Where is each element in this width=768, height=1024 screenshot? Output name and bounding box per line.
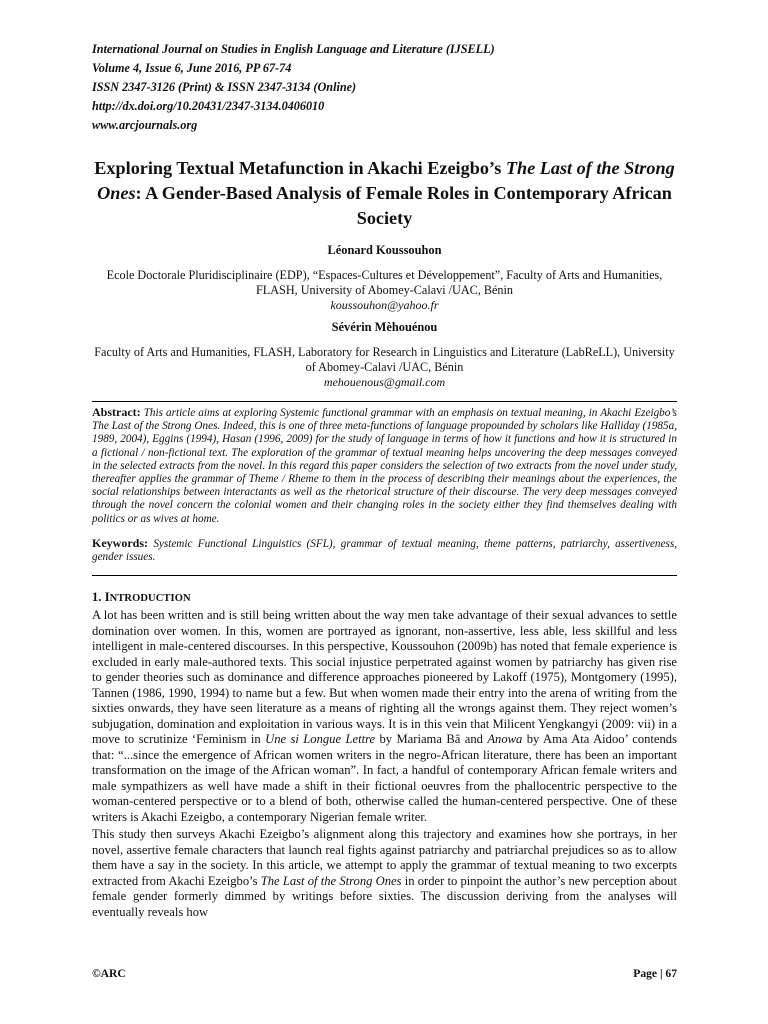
paragraph-1-italic-2: Anowa bbox=[487, 732, 523, 747]
paragraph-2-text-b: in order to pinpoint the author’s new perception about female gender formerly dimmed by writings before sixties. The discussion deriving from the analyses will eventually reveals how bbox=[92, 873, 677, 919]
paragraph-1-text-a: A lot has been written and is still being written about the way men take advantage of their sexual advances to settle domination over women. In this, women are portrayed as ignorant, non-assertive, less able, less skillful and less intelligent in male-centered discourses. In this perspective, Koussouhon (2009b) has noted that female experience is excluded in early male-authored texts. This social injustice perpetrated against women by patriarchy has given rise to gender theories such as dominance and difference approaches pioneered by Lakoff (1975), Montgomery (1995), Tannen (1986, 1990, 1994) to name but a few. But when women made their entry into the arena of writing from the sixties onwards, they have seen literature as a means of righting all the wrongs against them. They reject women’s subjugation, domination and exploitation in various ways. It is in this vein that Milicent Yengkangyi (2009: vii) in a move to scrutinize ‘Feminism in bbox=[92, 608, 677, 747]
paragraph-2-italic-1: The Last of the Strong Ones bbox=[260, 873, 402, 888]
title-part-1: Exploring Textual Metafunction in Akachi Ezeigbo’s bbox=[94, 158, 506, 178]
author-name-2: Sévérin Mèhouénou bbox=[331, 320, 438, 334]
footer-copyright: ©ARC bbox=[92, 967, 126, 980]
keywords-label: Keywords: bbox=[92, 535, 148, 550]
section-heading bbox=[92, 590, 677, 605]
section-number: 1. bbox=[92, 590, 102, 605]
section-first-letter: I bbox=[104, 590, 110, 605]
journal-issn: ISSN 2347-3126 (Print) & ISSN 2347-3134 (Online) bbox=[92, 80, 357, 94]
abstract-text: This article aims at exploring Systemic functional grammar with an emphasis on textual meaning, in Akachi Ezeigbo’s The Last of the Strong Ones. Indeed, this is one of three meta-functions of language propounded by scholars like Halliday (1985a, 1989, 2004), Eggins (1994), Hasan (1996, 2009) for the study of language in terms of how it functions and how it is structured in a fictional / non-fictional text. The exploration of the grammar of textual meaning helps uncovering the deep messages conveyed in the selected extracts from the novel. In this regard this paper considers the selection of two extracts from the novel under study, thereafter applies the grammar of Theme / Rheme to them in the process of describing their meanings about the experiences, the social relationships between interactants as well as the rhetorical structure of their discourse. The very deep messages conveyed through the novel concern the colonial women and their changing roles in the society either they find themselves dealing with politics or as wives at home. bbox=[92, 407, 677, 525]
journal-website: www.arcjournals.org bbox=[92, 118, 198, 132]
article-title bbox=[92, 156, 677, 231]
paragraph-2-text-a: This study then surveys Akachi Ezeigbo’s alignment along this trajectory and examines how she portrays, in her novel, assertive female characters that launch real fights against patriarchy and patriarchal prejudices so as to allow them have a say in the society. In this article, we attempt to apply the grammar of textual meaning to two excerpts extracted from Akachi Ezeigbo’s bbox=[92, 827, 677, 888]
journal-header bbox=[92, 40, 677, 135]
title-part-2: : A Gender-Based Analysis of Female Roles in Contemporary African Society bbox=[135, 183, 672, 228]
keywords bbox=[92, 537, 677, 564]
footer-page-number: Page | 67 bbox=[633, 967, 677, 980]
body-paragraph-1 bbox=[92, 608, 677, 825]
keywords-text: Systemic Functional Linguistics (SFL), grammar of textual meaning, theme patterns, patriarchy, assertiveness, gender issues. bbox=[92, 537, 677, 564]
paragraph-1-text-b: by Mariama Bâ and bbox=[375, 732, 488, 747]
divider-bottom bbox=[92, 575, 677, 576]
author-affiliation-1: Ecole Doctorale Pluridisciplinaire (EDP), “Espaces-Cultures et Développement”, Faculty of Arts and Humanities, FLASH, University of Abomey-Calavi /UAC, Bénin bbox=[106, 268, 663, 297]
paragraph-1-italic-1: Une si Longue Lettre bbox=[265, 732, 376, 747]
title-italic-novel: The Last of the Strong Ones bbox=[97, 158, 675, 203]
article-page bbox=[92, 40, 677, 920]
section-rest: NTRODUCTION bbox=[109, 593, 191, 605]
paragraph-1-text-c: by Ama Ata Aidoo’ contends that: “...since the emergence of African women writers in the negro-African literature, there has been an important transformation on the image of the African woman”. In fact, a handful of contemporary African female writers and male sympathizers as well have made a shift in their fictional oeuvres from the phallocentric perspective to the woman-centered perspective or to a blend of both, otherwise called the human-centered perspective. One of these writers is Akachi Ezeigbo, a contemporary Nigerian female writer. bbox=[92, 732, 677, 824]
abstract bbox=[92, 406, 677, 526]
divider-top bbox=[92, 401, 677, 402]
journal-doi: http://dx.doi.org/10.20431/2347-3134.0406010 bbox=[92, 99, 325, 113]
abstract-label: Abstract: bbox=[92, 405, 141, 419]
author-email-2: mehouenous@gmail.com bbox=[323, 375, 446, 389]
author-name-1: Léonard Koussouhon bbox=[327, 243, 442, 257]
author-affiliation-2: Faculty of Arts and Humanities, FLASH, Laboratory for Research in Linguistics and Literature (LabReLL), University of Abomey-Calavi /UAC, Bénin bbox=[94, 345, 675, 374]
author-email-1: koussouhon@yahoo.fr bbox=[330, 298, 439, 312]
journal-volume: Volume 4, Issue 6, June 2016, PP 67-74 bbox=[92, 61, 292, 75]
body-paragraph-2 bbox=[92, 827, 677, 920]
journal-name: International Journal on Studies in English Language and Literature (IJSELL) bbox=[92, 42, 495, 56]
